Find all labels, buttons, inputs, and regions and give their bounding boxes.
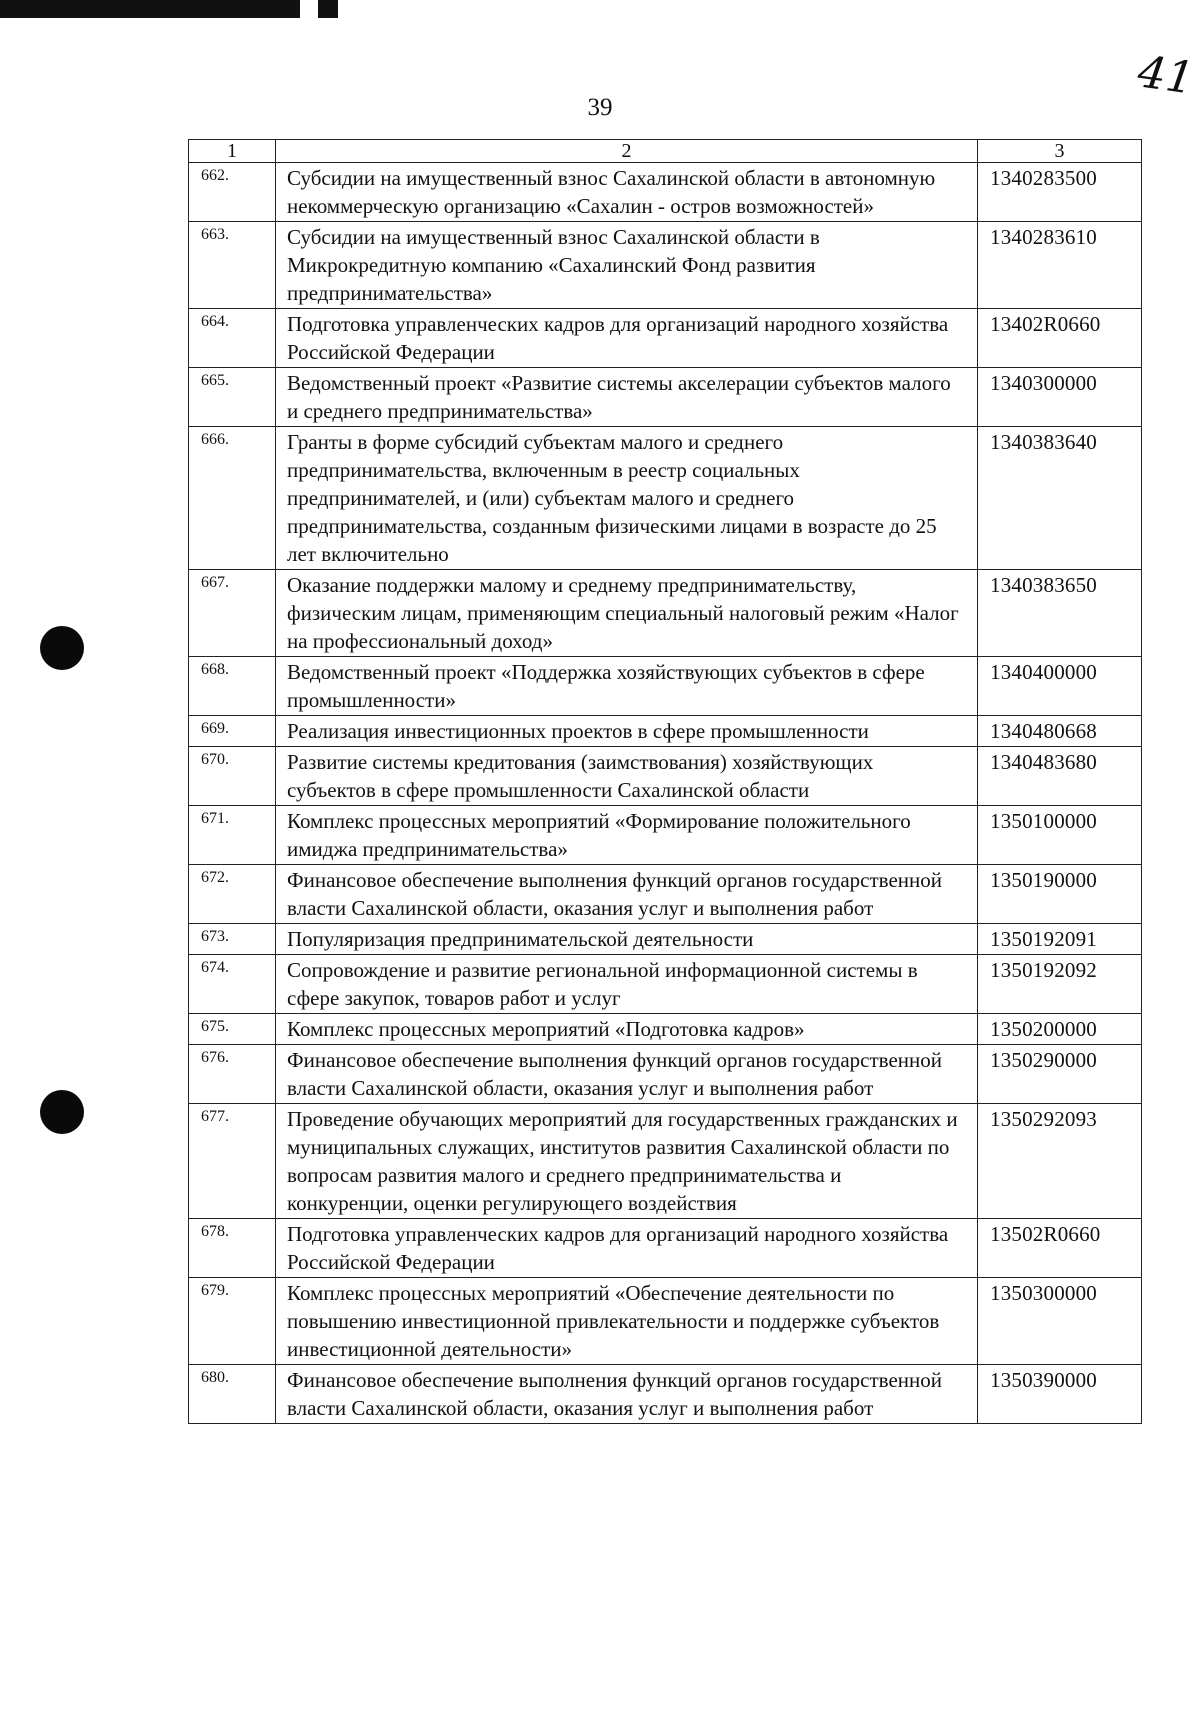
row-code: 1340480668: [978, 716, 1142, 747]
table-row: [189, 427, 1142, 570]
row-number: 662.: [189, 163, 276, 222]
row-number: 677.: [189, 1104, 276, 1219]
row-number: 676.: [189, 1045, 276, 1104]
table-row: [189, 1014, 1142, 1045]
row-name: Финансовое обеспечение выполнения функций органов государственной власти Сахалинской области, оказания услуг и выполнения работ: [276, 865, 978, 924]
row-number: 668.: [189, 657, 276, 716]
row-number: 672.: [189, 865, 276, 924]
row-number: 671.: [189, 806, 276, 865]
row-number: 673.: [189, 924, 276, 955]
row-number: 666.: [189, 427, 276, 570]
row-number: 678.: [189, 1219, 276, 1278]
row-code: 1340300000: [978, 368, 1142, 427]
row-code: 1350100000: [978, 806, 1142, 865]
row-name: Комплекс процессных мероприятий «Формирование положительного имиджа предпринимательства»: [276, 806, 978, 865]
table-row: [189, 309, 1142, 368]
page-number: 39: [587, 94, 613, 121]
row-code: 1350292093: [978, 1104, 1142, 1219]
row-name: Сопровождение и развитие региональной информационной системы в сфере закупок, товаров работ и услуг: [276, 955, 978, 1014]
table-row: [189, 1219, 1142, 1278]
table-row: [189, 1104, 1142, 1219]
table-row: [189, 1365, 1142, 1424]
row-name: Комплекс процессных мероприятий «Обеспечение деятельности по повышению инвестиционной привлекательности и поддержке субъектов инвестиционной деятельности»: [276, 1278, 978, 1365]
row-code: 1340283500: [978, 163, 1142, 222]
row-number: 667.: [189, 570, 276, 657]
row-number: 674.: [189, 955, 276, 1014]
table-body: [189, 163, 1142, 1424]
budget-classification-table: [188, 139, 1142, 1424]
table-row: [189, 1278, 1142, 1365]
column-header: 3: [978, 140, 1142, 163]
scan-edge-mark: [0, 0, 300, 18]
table-row: [189, 865, 1142, 924]
table-row: [189, 368, 1142, 427]
row-number: 665.: [189, 368, 276, 427]
column-number-row: [189, 140, 1142, 163]
row-name: Комплекс процессных мероприятий «Подготовка кадров»: [276, 1014, 978, 1045]
row-name: Реализация инвестиционных проектов в сфере промышленности: [276, 716, 978, 747]
row-name: Оказание поддержки малому и среднему предпринимательству, физическим лицам, применяющим специальный налоговый режим «Налог на профессиональный доход»: [276, 570, 978, 657]
table-row: [189, 570, 1142, 657]
punch-hole: [40, 626, 84, 670]
table-row: [189, 924, 1142, 955]
row-code: 1350200000: [978, 1014, 1142, 1045]
column-header: 1: [189, 140, 276, 163]
table-row: [189, 1045, 1142, 1104]
table-row: [189, 716, 1142, 747]
row-number: 675.: [189, 1014, 276, 1045]
row-code: 1340383640: [978, 427, 1142, 570]
row-name: Гранты в форме субсидий субъектам малого и среднего предпринимательства, включенным в реестр социальных предпринимателей, и (или) субъектам малого и среднего предпринимательства, созданным физическими лицами в возрасте до 25 лет включительно: [276, 427, 978, 570]
table-row: [189, 163, 1142, 222]
handwritten-sheet-number: 41: [1134, 46, 1198, 105]
row-number: 679.: [189, 1278, 276, 1365]
row-name: Финансовое обеспечение выполнения функций органов государственной власти Сахалинской области, оказания услуг и выполнения работ: [276, 1365, 978, 1424]
row-name: Проведение обучающих мероприятий для государственных гражданских и муниципальных служащих, институтов развития Сахалинской области по вопросам развития малого и среднего предпринимательства и конкуренции, оценки регулирующего воздействия: [276, 1104, 978, 1219]
row-name: Ведомственный проект «Развитие системы акселерации субъектов малого и среднего предпринимательства»: [276, 368, 978, 427]
row-code: 1340400000: [978, 657, 1142, 716]
table-row: [189, 955, 1142, 1014]
row-code: 1340383650: [978, 570, 1142, 657]
row-name: Подготовка управленческих кадров для организаций народного хозяйства Российской Федерации: [276, 309, 978, 368]
row-number: 670.: [189, 747, 276, 806]
row-code: 1350190000: [978, 865, 1142, 924]
scan-edge-mark: [318, 0, 338, 18]
row-name: Субсидии на имущественный взнос Сахалинской области в автономную некоммерческую организацию «Сахалин - остров возможностей»: [276, 163, 978, 222]
row-code: 1350192091: [978, 924, 1142, 955]
table-row: [189, 657, 1142, 716]
row-name: Финансовое обеспечение выполнения функций органов государственной власти Сахалинской области, оказания услуг и выполнения работ: [276, 1045, 978, 1104]
table-row: [189, 806, 1142, 865]
row-name: Ведомственный проект «Поддержка хозяйствующих субъектов в сфере промышленности»: [276, 657, 978, 716]
row-number: 663.: [189, 222, 276, 309]
table-row: [189, 747, 1142, 806]
row-name: Подготовка управленческих кадров для организаций народного хозяйства Российской Федерации: [276, 1219, 978, 1278]
column-header: 2: [276, 140, 978, 163]
row-code: 13402R0660: [978, 309, 1142, 368]
row-code: 1340483680: [978, 747, 1142, 806]
row-number: 664.: [189, 309, 276, 368]
row-code: 1350300000: [978, 1278, 1142, 1365]
row-code: 1350390000: [978, 1365, 1142, 1424]
punch-hole: [40, 1090, 84, 1134]
row-code: 1340283610: [978, 222, 1142, 309]
row-name: Популяризация предпринимательской деятельности: [276, 924, 978, 955]
row-name: Субсидии на имущественный взнос Сахалинской области в Микрокредитную компанию «Сахалинский Фонд развития предпринимательства»: [276, 222, 978, 309]
row-number: 669.: [189, 716, 276, 747]
row-code: 1350192092: [978, 955, 1142, 1014]
row-code: 1350290000: [978, 1045, 1142, 1104]
row-number: 680.: [189, 1365, 276, 1424]
row-name: Развитие системы кредитования (заимствования) хозяйствующих субъектов в сфере промышленности Сахалинской области: [276, 747, 978, 806]
table-row: [189, 222, 1142, 309]
row-code: 13502R0660: [978, 1219, 1142, 1278]
